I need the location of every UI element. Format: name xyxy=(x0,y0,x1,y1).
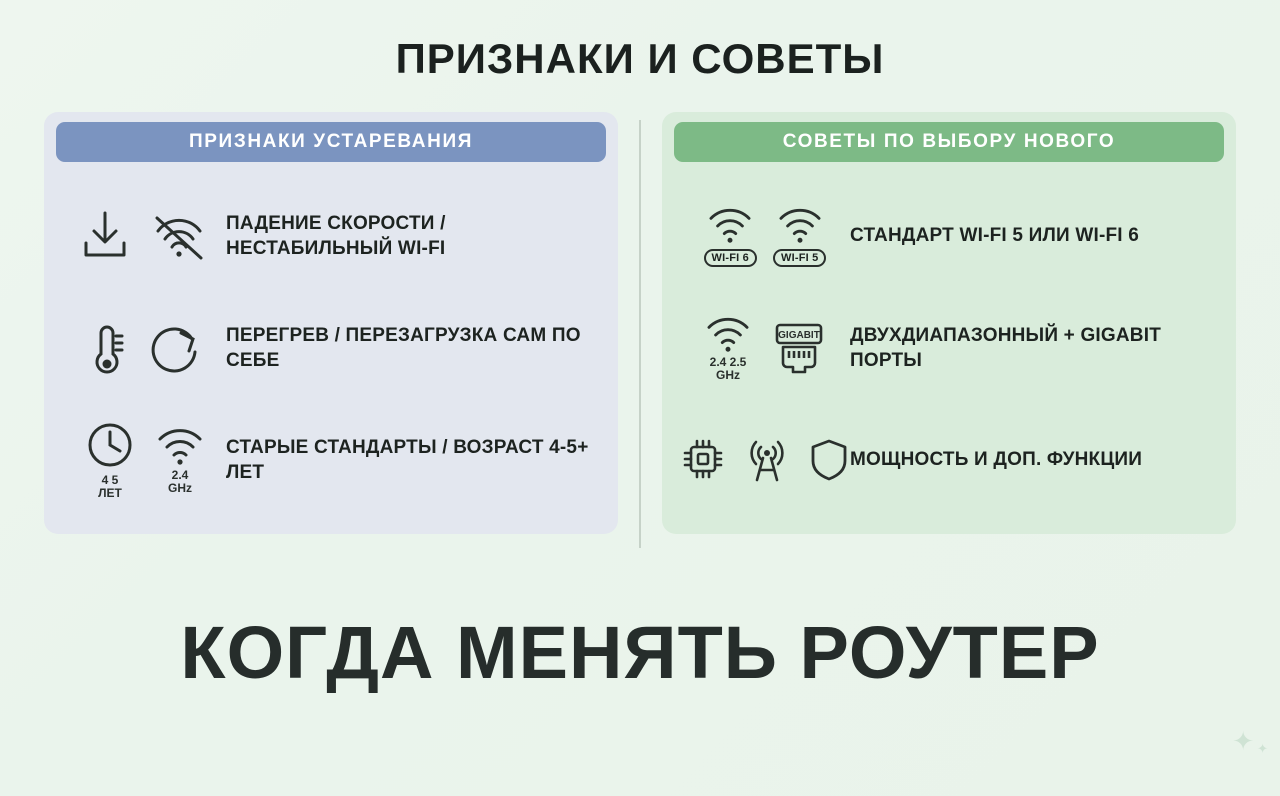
shield-icon xyxy=(807,435,851,485)
sparkle-small: ✦ xyxy=(1257,741,1268,756)
row-icons xyxy=(680,314,850,381)
thermometer-icon xyxy=(84,317,130,379)
list-item-label: СТАРЫЕ СТАНДАРТЫ / ВОЗРАСТ 4-5+ ЛЕТ xyxy=(226,436,589,483)
tips-rows xyxy=(662,162,1236,516)
signs-panel-header: ПРИЗНАКИ УСТАРЕВАНИЯ xyxy=(56,122,606,162)
signs-rows xyxy=(44,162,618,516)
row-icons xyxy=(62,207,226,265)
row-icons xyxy=(62,420,226,499)
list-item xyxy=(680,292,1218,404)
download-speed-icon xyxy=(78,207,132,265)
row-icons xyxy=(62,317,226,379)
headline: КОГДА МЕНЯТЬ РОУТЕР xyxy=(180,611,1100,694)
antenna-tower-icon xyxy=(743,434,791,486)
clock-icon xyxy=(82,420,138,499)
wifi5-badge: WI-FI 5 xyxy=(773,249,826,267)
list-item xyxy=(62,292,600,404)
wifi-disconnected-icon xyxy=(148,207,210,265)
signs-panel xyxy=(44,112,618,534)
row-icons xyxy=(680,434,850,486)
list-item-label: МОЩНОСТЬ И ДОП. ФУНКЦИИ xyxy=(850,449,1143,471)
restart-arrow-icon xyxy=(146,319,204,377)
sparkle-icon xyxy=(1232,726,1268,756)
list-item-label: ДВУХДИАПАЗОННЫЙ + GIGABIT ПОРТЫ xyxy=(850,324,1162,371)
wifi-icon-caption: 2.4 GHz xyxy=(168,468,192,495)
dualband-caption: 2.4 2.5 GHz xyxy=(709,355,747,382)
wifi-icon xyxy=(773,205,826,267)
panels-container xyxy=(0,112,1280,534)
row-icons xyxy=(680,205,850,267)
list-item-label: ПАДЕНИЕ СКОРОСТИ / НЕСТАБИЛЬНЫЙ WI-FI xyxy=(226,212,446,259)
list-item xyxy=(62,404,600,516)
list-item xyxy=(680,404,1218,516)
list-item xyxy=(62,180,600,292)
panel-divider xyxy=(639,120,641,548)
list-item-label: СТАНДАРТ WI-FI 5 ИЛИ WI-FI 6 xyxy=(850,225,1140,247)
tips-panel xyxy=(662,112,1236,534)
tips-panel-header: СОВЕТЫ ПО ВЫБОРУ НОВОГО xyxy=(674,122,1224,162)
list-item xyxy=(680,180,1218,292)
page-title: ПРИЗНАКИ И СОВЕТЫ xyxy=(395,35,885,82)
svg-text:GIGABIT: GIGABIT xyxy=(778,330,820,341)
wifi-icon xyxy=(154,425,206,494)
wifi-icon xyxy=(704,205,757,267)
wifi-dualband-icon xyxy=(702,314,754,381)
cpu-chip-icon xyxy=(679,435,727,485)
sparkle-large: ✦ xyxy=(1232,726,1254,756)
ethernet-port-icon xyxy=(770,317,828,379)
clock-icon-caption: 4 5 ЛЕТ xyxy=(98,473,122,500)
list-item-label: ПЕРЕГРЕВ / ПЕРЕЗАГРУЗКА САМ ПО СЕБЕ xyxy=(226,324,581,371)
wifi6-badge: WI-FI 6 xyxy=(704,249,757,267)
